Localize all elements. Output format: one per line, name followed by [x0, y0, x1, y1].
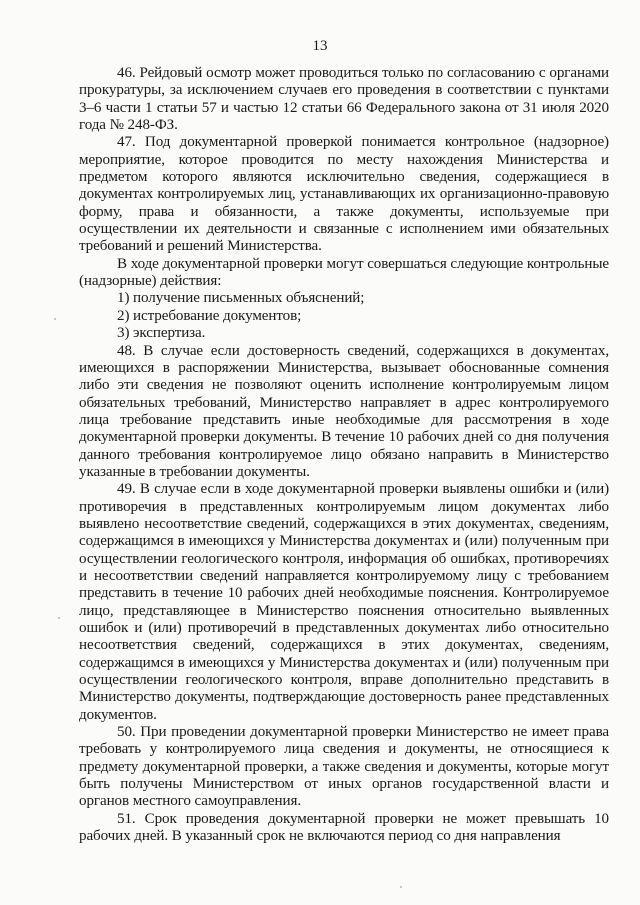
scan-speck: [54, 318, 56, 320]
list-item-3: 3) экспертиза.: [117, 325, 206, 342]
list-item-1: 1) получение письменных объяснений;: [117, 290, 365, 307]
document-body: [79, 65, 609, 845]
paragraph-46: 46. Рейдовый осмотр может проводиться только по согласованию с органами прокуратуры, за исключением случаев его проведения в соответствии с пунктами 3–6 части 1 статьи 57 и частью 12 статьи 66 Федерального закона от 31 июля 2020 года № 248-ФЗ.: [79, 65, 609, 134]
scan-speck: [58, 617, 60, 619]
list-item-2: 2) истребование документов;: [117, 307, 302, 324]
paragraph-51: 51. Срок проведения документарной проверки не может превышать 10 рабочих дней. В указанный срок не включаются период со дня направления: [79, 810, 609, 845]
page-number: 13: [312, 38, 328, 54]
paragraph-47: 47. Под документарной проверкой понимается контрольное (надзорное) мероприятие, которое проводится по месту нахождения Министерства и предметом которого являются исключительно сведения, содержащиеся в документах контролируемых лиц, устанавливающих их организационно-правовую форму, права и обязанности, а также документы, используемые при осуществлении их деятельности и связанные с исполнением ими обязательных требований и решений Министерства.: [79, 134, 609, 255]
paragraph-49: 49. В случае если в ходе документарной проверки выявлены ошибки и (или) противоречия в представленных контролируемым лицом документах либо выявлено несоответствие сведений, содержащихся в этих документах, сведениям, содержащимся в имеющихся у Министерства документах и (или) полученным при осуществлении геологического контроля, информация об ошибках, противоречиях и несоответствии сведений направляется контролируемому лицу с требованием представить в течение 10 рабочих дней необходимые пояснения. Контролируемое лицо, представляющее в Министерство пояснения относительно выявленных ошибок и (или) противоречий в представленных документах либо относительно несоответствия сведений, содержащихся в этих документах, сведениям, содержащимся в имеющихся у Министерства документах и (или) полученным при осуществлении геологического контроля, вправе дополнительно представить в Министерство документы, подтверждающие достоверность ранее представленных документов.: [79, 481, 609, 723]
paragraph-actions-intro: В ходе документарной проверки могут совершаться следующие контрольные (надзорные) действия:: [79, 255, 609, 290]
scan-speck: [400, 886, 402, 888]
paragraph-48: 48. В случае если достоверность сведений, содержащихся в документах, имеющихся в распоряжении Министерства, вызывает обоснованные сомнения либо эти сведения не позволяют оценить исполнение контролируемым лицом обязательных требований, Министерство направляет в адрес контролируемого лица требование представить иные необходимые для рассмотрения в ходе документарной проверки документы. В течение 10 рабочих дней со дня получения данного требования контролируемое лицо обязано направить в Министерство указанные в требовании документы.: [79, 342, 609, 480]
paragraph-50: 50. При проведении документарной проверки Министерство не имеет права требовать у контролируемого лица сведения и документы, не относящиеся к предмету документарной проверки, а также сведения и документы, которые могут быть получены Министерством от иных органов государственной власти и органов местного самоуправления.: [79, 724, 609, 810]
